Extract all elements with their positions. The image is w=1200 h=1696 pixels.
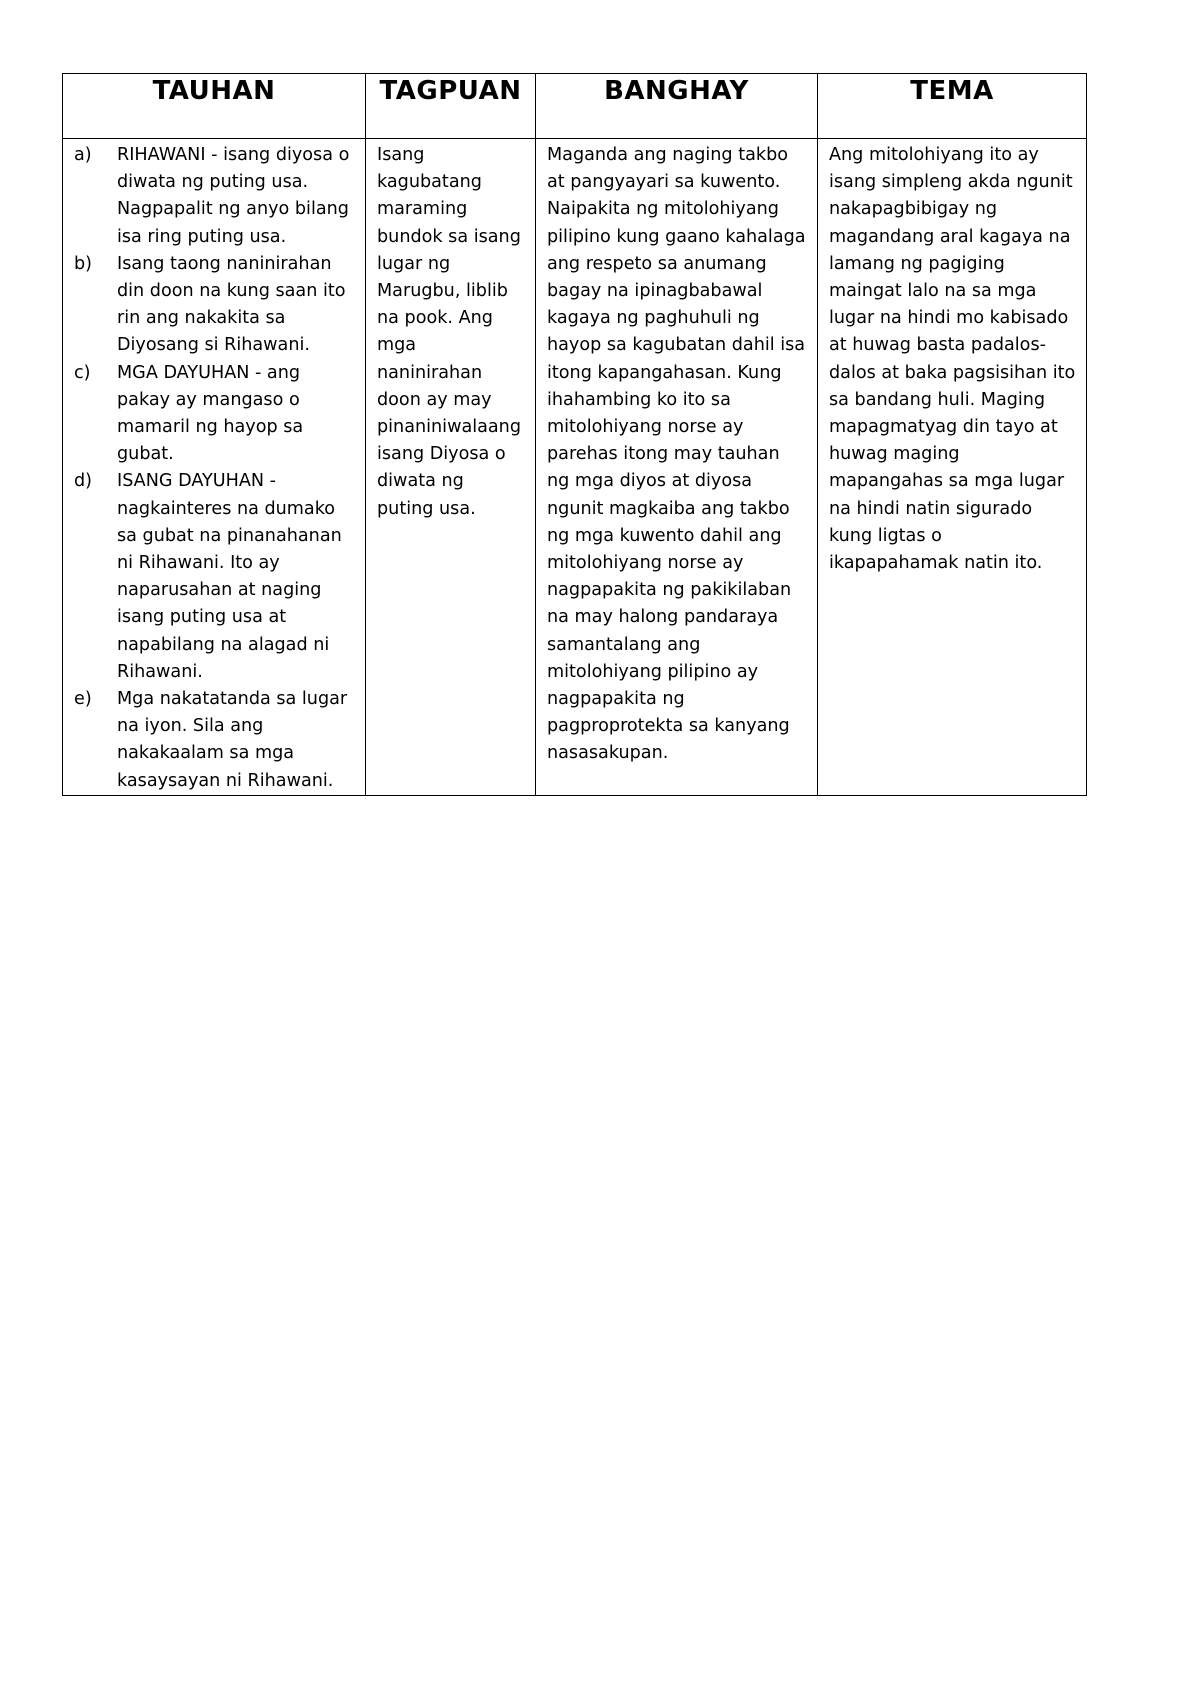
list-marker: c) [74,362,91,383]
tagpuan-cell [366,139,536,796]
list-marker: b) [74,253,93,274]
header-tagpuan: TAGPUAN [366,74,536,139]
banghay-cell [536,139,818,796]
list-item [74,142,355,251]
theme-description: Ang mitolohiyang ito ay isang simpleng akda ngunit nakapagbibigay ng magandang aral kagaya na lamang ng pagiging maingat lalo na sa mga lugar na hindi mo kabisado at huwag basta padalos-dalos at baka pagsisihan ito sa bandang huli. Maging mapagmatyag din tayo at huwag maging mapangahas sa mga lugar na hindi natin sigurado kung ligtas o ikapapahamak natin ito. [829,145,1076,574]
character-description: Mga nakatatanda sa lugar na iyon. Sila ang nakakaalam sa mga kasaysayan ni Rihawani. [117,689,348,791]
character-list [74,142,355,795]
plot-description: Maganda ang naging takbo at pangyayari sa kuwento. Naipakita ng mitolohiyang pilipino kung gaano kahalaga ang respeto sa anumang bagay na ipinagbabawal kagaya ng paghuhuli ng hayop sa kagubatan dahil isa itong kapangahasan. Kung ihahambing ko ito sa mitolohiyang norse ay parehas itong may tauhan ng mga diyos at diyosa ngunit magkaiba ang takbo ng mga kuwento dahil ang mitolohiyang norse ay nagpapakita ng pakikilaban na may halong pandaraya samantalang ang mitolohiyang pilipino ay nagpapakita ng pagproprotekta sa kanyang nasasakupan. [547,145,806,764]
character-description: RIHAWANI - isang diyosa o diwata ng puting usa. Nagpapalit ng anyo bilang isa ring puting usa. [117,145,350,247]
header-row [63,74,1087,139]
literary-analysis-table [62,73,1087,796]
tema-cell [818,139,1087,796]
header-tema: TEMA [818,74,1087,139]
character-description: ISANG DAYUHAN - nagkainteres na dumako sa gubat na pinanahanan ni Rihawani. Ito ay naparusahan at naging isang puting usa at napabilang na alagad ni Rihawani. [117,471,342,682]
content-row [63,139,1087,796]
header-banghay: BANGHAY [536,74,818,139]
list-marker: a) [74,145,92,165]
setting-description: Isang kagubatang maraming bundok sa isang lugar ng Marugbu, liblib na pook. Ang mga naninirahan doon ay may pinaniniwalaang isang Diyosa o diwata ng puting usa. [377,145,522,519]
list-item [74,251,355,360]
character-description: Isang taong naninirahan din doon na kung saan ito rin ang nakakita sa Diyosang si Rihawani. [117,253,346,356]
list-marker: d) [74,471,93,492]
character-description: MGA DAYUHAN - ang pakay ay mangaso o mamaril ng hayop sa gubat. [117,362,304,465]
tauhan-cell [63,139,366,796]
list-item [74,468,355,686]
list-marker: e) [74,689,92,710]
list-item [74,360,355,469]
header-tauhan: TAUHAN [63,74,366,139]
list-item [74,686,355,795]
